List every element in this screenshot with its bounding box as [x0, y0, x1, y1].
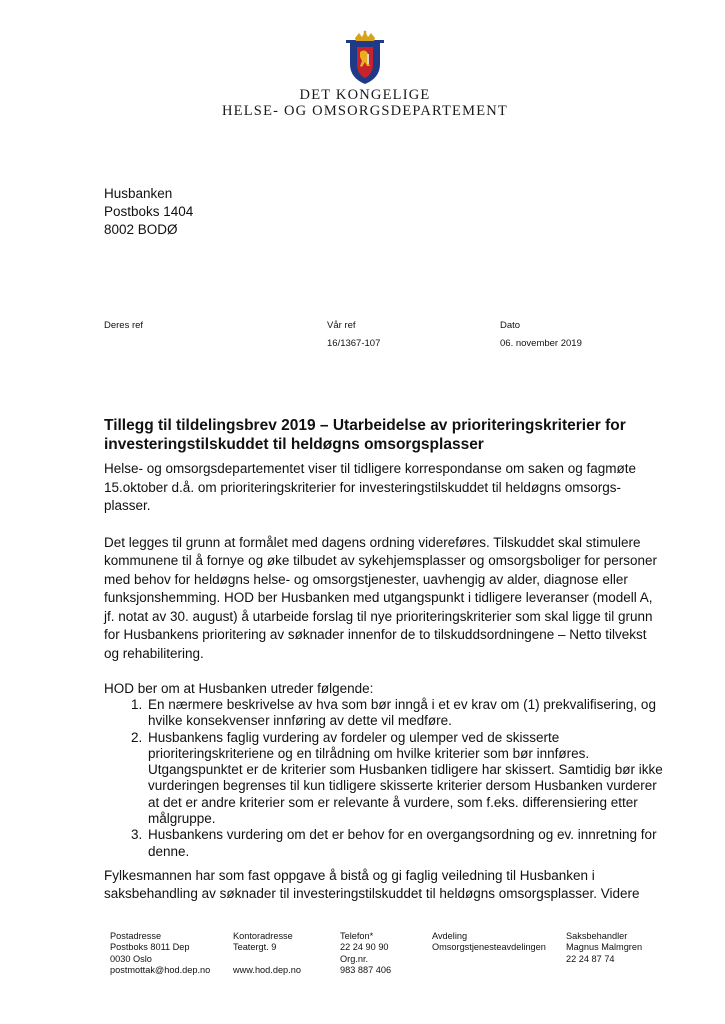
var-ref-value: 16/1367-107 — [327, 338, 381, 349]
request-list — [104, 697, 664, 860]
footer-website: www.hod.dep.no — [233, 964, 301, 975]
deres-ref-label: Deres ref — [104, 320, 144, 331]
recipient-city: 8002 BODØ — [104, 222, 178, 237]
footer-saksbehandler: Saksbehandler Magnus Malmgren 22 24 87 74 — [566, 931, 643, 964]
footer-postadresse: Postadresse Postboks 8011 Dep 0030 Oslo postmottak@hod.dep.no — [110, 931, 211, 975]
recipient-pobox: Postboks 1404 — [104, 204, 194, 219]
footer-label: Kontoradresse — [233, 931, 293, 941]
list-item: 2. Husbankens faglig vurdering av fordeler og ulemper ved de skisserte prioriteringskriteriene og en tilrådning om hvilke kriterier som bør innføres. Utgangspunktet er de kriterier som Husbanken tidligere har skissert. Samtidig bør ikke vurderingen begrenses til kun tidligere skisserte kriterier dersom Husbanken vurderer at det er andre kriterier som er relevante å vurdere, som f.eks. differensiering etter målgruppe. — [146, 730, 664, 828]
recipient-address — [104, 185, 193, 239]
date-value: 06. november 2019 — [500, 338, 582, 349]
org-name-line2: HELSE- OG OMSORGSDEPARTEMENT — [222, 103, 508, 119]
recipient-name: Husbanken — [104, 186, 173, 201]
org-name-line1: DET KONGELIGE — [299, 87, 431, 103]
footer-avdeling: Avdeling Omsorgstjenesteavdelingen — [432, 931, 546, 953]
footer-email: postmottak@hod.dep.no — [110, 964, 211, 975]
paragraph-intro: Helse- og omsorgsdepartementet viser til tidligere korrespondanse om saken og fagmøte 15.oktober d.å. om prioriteringskriterier for investeringstilskuddet til heldøgns omsorgs-plasser. — [104, 461, 637, 513]
var-ref-label: Vår ref — [327, 320, 356, 331]
paragraph-purpose: Det legges til grunn at formålet med dagens ordning videreføres. Tilskuddet skal stimulere kommunene til å fornye og øke tilbudet av sykehjemsplasser og omsorgsboliger for personer med behov for heldøgns helse- og omsorgstjenester, uavhengig av alder, diagnose eller funksjonshemming. HOD ber Husbanken med utgangspunkt i tidligere leveranser (modell A, jf. notat av 30. august) å utarbeide forslag til nye prioriteringskriterier som skal ligge til grunn for Husbankens prioritering av søknader innenfor de to tilskuddsordningene – Netto tilvekst og rehabilitering. — [104, 534, 658, 661]
title-line-1: Tillegg til tildelingsbrev 2019 – Utarbeidelse av prioriteringskriterier for — [104, 417, 626, 434]
footer-label: Telefon* — [340, 931, 374, 941]
letter-title — [104, 416, 664, 454]
footer-label: Saksbehandler — [566, 931, 628, 941]
footer-label: Avdeling — [432, 931, 468, 941]
list-item: 1. En nærmere beskrivelse av hva som bør inngå i et ev krav om (1) prekvalifisering, og hvilke konsekvenser innføring av dette vil medføre. — [146, 697, 664, 730]
date-label: Dato — [500, 320, 521, 331]
footer-kontoradresse: Kontoradresse Teatergt. 9 www.hod.dep.no — [233, 931, 301, 975]
footer-label: Postadresse — [110, 931, 162, 941]
coat-of-arms-icon — [340, 30, 390, 86]
footer-telefon: Telefon* 22 24 90 90 Org.nr. 983 887 406 — [340, 931, 392, 975]
title-line-2: investeringstilskuddet til heldøgns omsorgsplasser — [104, 436, 484, 453]
letterhead — [220, 30, 510, 119]
list-item: 3. Husbankens vurdering om det er behov for en overgangsordning og ev. innretning for denne. — [146, 827, 664, 860]
list-intro: HOD ber om at Husbanken utreder følgende: — [104, 681, 374, 696]
letter-body — [104, 460, 664, 904]
paragraph-fylkesmannen: Fylkesmannen har som fast oppgave å bistå og gi faglig veiledning til Husbanken i saksbehandling av søknader til investeringstilskuddet til heldøgns omsorgsplasser. Videre — [104, 867, 640, 902]
